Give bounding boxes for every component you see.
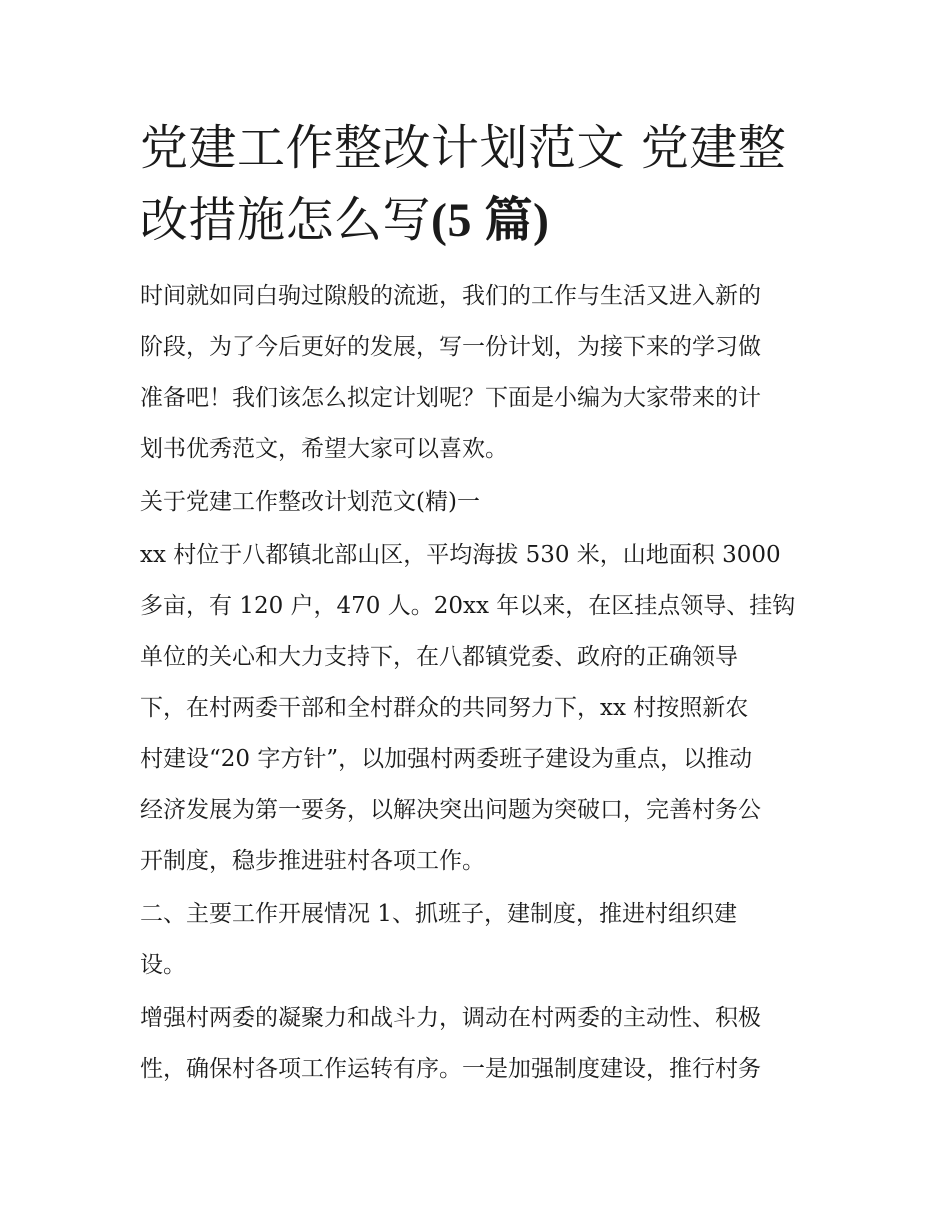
title-line-1: 党建工作整改计划范文 党建整: [140, 120, 787, 176]
paragraph-strengthen: [140, 993, 812, 1095]
text-line: 经济发展为第一要务，以解决突出问题为突破口，完善村务公: [140, 797, 761, 823]
text-line: 性，确保村各项工作运转有序。一是加强制度建设，推行村务: [140, 1056, 761, 1082]
text-line: xx 村位于八都镇北部山区，平均海拔 530 米，山地面积 3000: [140, 542, 781, 568]
text-line: 关于党建工作整改计划范文(精)一: [140, 489, 480, 515]
title-line-2-text: 改措施怎么写: [140, 192, 432, 248]
paragraph-section-two: [140, 889, 812, 991]
text-line: 准备吧！我们该怎么拟定计划呢？下面是小编为大家带来的计: [140, 385, 761, 411]
text-line: 增强村两委的凝聚力和战斗力，调动在村两委的主动性、积极: [140, 1005, 761, 1031]
title-line-2: [140, 184, 812, 257]
text-line: 设。: [140, 952, 186, 978]
text-line: 阶段，为了今后更好的发展，写一份计划，为接下来的学习做: [140, 334, 761, 360]
text-line: 时间就如同白驹过隙般的流逝，我们的工作与生活又进入新的: [140, 283, 761, 309]
section-heading: [140, 477, 812, 528]
title-count: (5 篇): [431, 194, 550, 247]
text-line: 村建设“20 字方针”，以加强村两委班子建设为重点，以推动: [140, 746, 753, 772]
text-line: 下，在村两委干部和全村群众的共同努力下，xx 村按照新农: [140, 695, 749, 721]
text-line: 划书优秀范文，希望大家可以喜欢。: [140, 436, 508, 462]
text-line: 开制度，稳步推进驻村各项工作。: [140, 848, 485, 874]
document-body: [140, 271, 812, 1095]
text-line: 多亩，有 120 户，470 人。20xx 年以来，在区挂点领导、挂钩: [140, 593, 796, 619]
paragraph-village: [140, 530, 812, 887]
paragraph-intro: [140, 271, 812, 475]
document-content: [140, 112, 812, 1097]
document-title: [140, 112, 812, 257]
text-line: 单位的关心和大力支持下，在八都镇党委、政府的正确领导: [140, 644, 738, 670]
text-line: 二、主要工作开展情况 1、抓班子，建制度，推进村组织建: [140, 901, 737, 927]
